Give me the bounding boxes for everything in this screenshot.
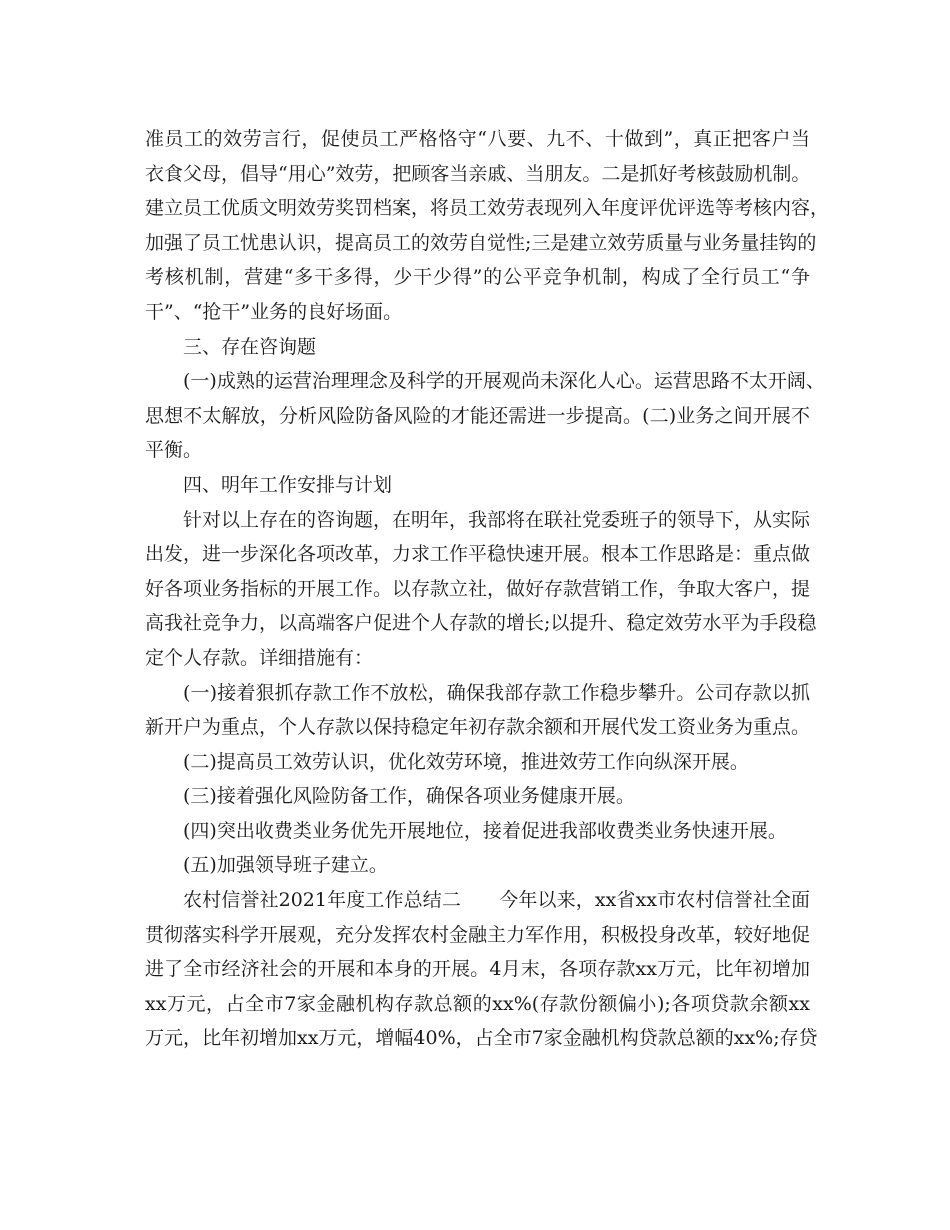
text-line: 定个人存款。详细措施有： <box>145 646 374 669</box>
text-line: 建立员工优质文明效劳奖罚档案，将员工效劳表现列入年度评优评选等考核内容， <box>145 197 830 220</box>
text-line: 干”、“抢干”业务的良好场面。 <box>145 300 403 323</box>
text-line: 思想不太解放，分析风险防备风险的才能还需进一步提高。(二)业务之间开展不 <box>145 404 810 427</box>
text-line: 衣食父母，倡导“用心”效劳，把顾客当亲戚、当朋友。二是抓好考核鼓励机制。 <box>145 162 811 185</box>
document-body <box>145 122 830 1056</box>
text-line: 进了全市经济社会的开展和本身的开展。4月末，各项存款xx万元，比年初增加 <box>145 958 810 981</box>
text-line: 出发，进一步深化各项改革，力求工作平稳快速开展。根本工作思路是：重点做 <box>145 543 811 566</box>
text-line: 高我社竞争力，以高端客户促进个人存款的增长;以提升、稳定效劳水平为手段稳 <box>145 612 817 635</box>
text-line: xx万元，占全市7家金融机构存款总额的xx%(存款份额偏小);各项贷款余额xx <box>145 992 810 1015</box>
text-line: 农村信誉社2021年度工作总结二 今年以来，xx省xx市农村信誉社全面 <box>183 889 810 912</box>
section-heading: 四、明年工作安排与计划 <box>183 473 393 496</box>
section-heading: 三、存在咨询题 <box>183 335 317 358</box>
text-line: 平衡。 <box>145 439 203 462</box>
text-line: 针对以上存在的咨询题，在明年，我部将在联社党委班子的领导下，从实际 <box>183 508 811 531</box>
text-line: (二)提高员工效劳认识，优化效劳环境，推进效劳工作向纵深开展。 <box>183 750 749 773</box>
text-line: 贯彻落实科学开展观，充分发挥农村金融主力军作用，积极投身改革，较好地促 <box>145 923 811 946</box>
text-line: 好各项业务指标的开展工作。以存款立社，做好存款营销工作，争取大客户，提 <box>145 577 811 600</box>
text-line: (三)接着强化风险防备工作，确保各项业务健康开展。 <box>183 785 635 808</box>
text-line: (五)加强领导班子建立。 <box>183 854 388 877</box>
text-line: 万元，比年初增加xx万元，增幅40%，占全市7家金融机构贷款总额的xx%;存贷 <box>145 1027 818 1050</box>
text-line: 加强了员工忧患认识，提高员工的效劳自觉性;三是建立效劳质量与业务量挂钩的 <box>145 231 817 254</box>
text-line: (四)突出收费类业务优先开展地位，接着促进我部收费类业务快速开展。 <box>183 819 787 842</box>
text-line: 准员工的效劳言行，促使员工严格恪守“八要、九不、十做到”，真正把客户当 <box>145 128 810 150</box>
text-line: (一)成熟的运营治理理念及科学的开展观尚未深化人心。运营思路不太开阔、 <box>183 370 825 393</box>
text-line: 考核机制，营建“多干多得，少干少得”的公平竞争机制，构成了全行员工“争 <box>145 266 810 289</box>
text-line: (一)接着狠抓存款工作不放松，确保我部存款工作稳步攀升。公司存款以抓 <box>183 681 810 704</box>
text-line: 新开户为重点，个人存款以保持稳定年初存款余额和开展代发工资业务为重点。 <box>145 716 811 739</box>
